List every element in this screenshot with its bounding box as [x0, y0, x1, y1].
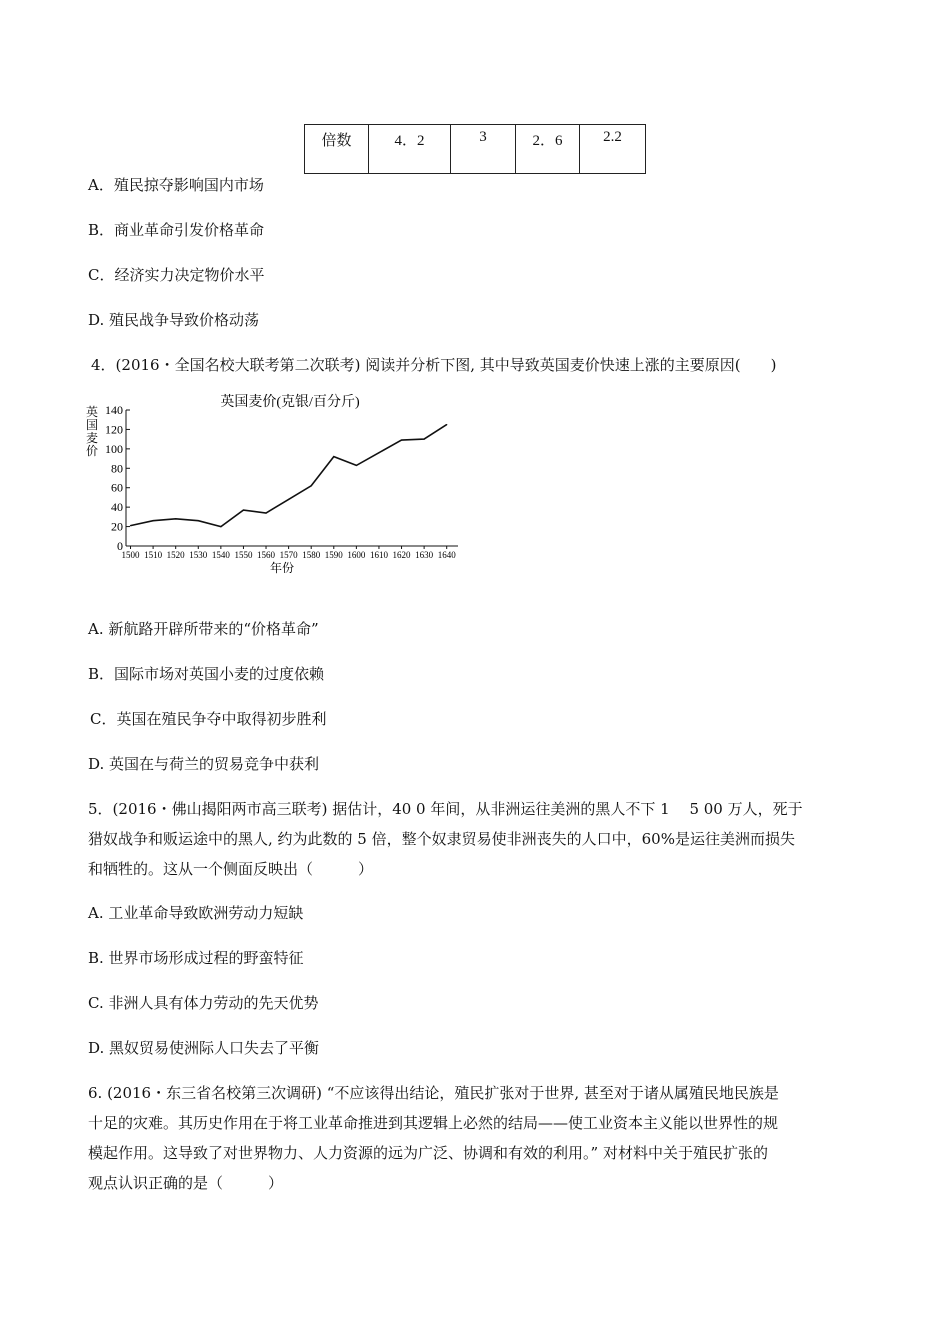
y-tick-label: 140: [105, 403, 123, 417]
chart-title: 英国麦价(克银/百分斤): [220, 395, 360, 410]
y-tick-label: 40: [111, 500, 123, 515]
data-point: [446, 424, 447, 425]
q5-option-d: D. 黑奴贸易使洲际人口失去了平衡: [88, 1039, 320, 1057]
x-tick-label: 1550: [234, 550, 253, 560]
table-cell: 2．6: [516, 125, 580, 174]
q6-stem-line-4: 观点认识正确的是（ ）: [88, 1174, 284, 1192]
x-tick-label: 1630: [415, 550, 434, 560]
x-tick-label: 1520: [166, 550, 185, 560]
x-tick-label: 1570: [279, 550, 298, 560]
q5-option-b: B. 世界市场形成过程的野蛮特征: [88, 949, 304, 967]
q4-stem: 4．(2016・全国名校大联考第二次联考) 阅读并分析下图, 其中导致英国麦价快速上涨的主要原因( ): [91, 356, 777, 374]
q4-option-a: A. 新航路开辟所带来的“价格革命”: [88, 620, 319, 638]
q4-option-d: D. 英国在与荷兰的贸易竞争中获利: [88, 755, 320, 773]
table-cell: 4．2: [369, 125, 451, 174]
x-tick-label: 1580: [302, 550, 321, 560]
q5-stem-line-3: 和牺牲的。这从一个侧面反映出（ ）: [88, 860, 374, 878]
series-line: [131, 425, 447, 527]
data-point: [288, 499, 289, 500]
data-point: [424, 439, 425, 440]
x-tick-label: 1600: [347, 550, 366, 560]
data-point: [243, 509, 244, 510]
table-row: [305, 125, 646, 174]
y-tick-label: 100: [105, 441, 123, 456]
q3-option-c: C．经济实力决定物价水平: [88, 266, 265, 284]
chart-svg: [82, 388, 482, 588]
chart-axes: [126, 410, 458, 546]
x-tick-label: 1610: [369, 550, 388, 560]
x-tick-label: 1560: [257, 550, 276, 560]
y-axis-label-char: 价: [85, 444, 99, 458]
y-tick-label: 80: [111, 461, 123, 476]
q5-stem-line-2: 猎奴战争和贩运途中的黑人, 约为此数的 5 倍，整个奴隶贸易使非洲丧失的人口中，60%是运往美洲而损失: [88, 830, 795, 848]
y-axis-label-char: 国: [85, 418, 99, 432]
q5-option-a: A. 工业革命导致欧洲劳动力短缺: [88, 904, 304, 922]
y-axis-label-char: 英: [85, 405, 99, 419]
data-point: [356, 465, 357, 466]
q5-option-c: C. 非洲人具有体力劳动的先天优势: [88, 994, 319, 1012]
y-axis-label-char: 麦: [85, 431, 99, 445]
ratio-table: [304, 124, 646, 174]
data-point: [220, 526, 221, 527]
data-point: [378, 452, 379, 453]
q6-stem-line-2: 十足的灾难。其历史作用在于将工业革命推进到其逻辑上必然的结局——使工业资本主义能以世界性的规: [88, 1114, 779, 1132]
y-tick-label: 0: [117, 539, 123, 553]
q6-stem-line-1: 6. (2016・东三省名校第三次调研) “不应该得出结论，殖民扩张对于世界, 甚至对于诸从属殖民地民族是: [88, 1084, 779, 1102]
data-point: [198, 520, 199, 521]
y-tick-label: 120: [105, 422, 123, 437]
q5-stem-line-1: 5．(2016・佛山揭阳两市高三联考) 据估计，40 0 年间，从非洲运往美洲的黑人不下 1 5 00 万人，死于: [88, 800, 803, 818]
data-point: [311, 485, 312, 486]
data-point: [153, 520, 154, 521]
x-ticks: [122, 546, 457, 560]
x-tick-label: 1530: [189, 550, 208, 560]
x-tick-label: 1510: [144, 550, 163, 560]
table-cell: 3: [451, 125, 516, 174]
q3-option-d: D. 殖民战争导致价格动荡: [88, 311, 260, 329]
table-cell: 2.2: [580, 125, 646, 174]
data-point: [265, 512, 266, 513]
x-tick-label: 1500: [121, 550, 140, 560]
q4-option-b: B．国际市场对英国小麦的过度依赖: [88, 665, 325, 683]
x-tick-label: 1540: [211, 550, 230, 560]
y-tick-label: 60: [111, 480, 123, 495]
q6-stem-line-3: 模起作用。这导致了对世界物力、人力资源的远为广泛、协调和有效的利用。” 对材料中关于殖民扩张的: [88, 1144, 768, 1162]
data-point: [333, 456, 334, 457]
wheat-price-chart: [82, 388, 482, 588]
q3-option-b: B．商业革命引发价格革命: [88, 221, 265, 239]
x-axis-label: 年份: [269, 561, 295, 575]
data-point: [130, 525, 131, 526]
x-tick-label: 1590: [324, 550, 343, 560]
y-axis-label: [86, 405, 98, 458]
table-cell: 倍数: [305, 125, 369, 174]
data-point: [401, 440, 402, 441]
x-tick-label: 1640: [437, 550, 456, 560]
x-tick-label: 1620: [392, 550, 411, 560]
data-point: [175, 518, 176, 519]
q4-option-c: C．英国在殖民争夺中取得初步胜利: [90, 710, 327, 728]
y-tick-label: 20: [111, 519, 123, 534]
q3-option-a: A．殖民掠夺影响国内市场: [88, 176, 264, 194]
